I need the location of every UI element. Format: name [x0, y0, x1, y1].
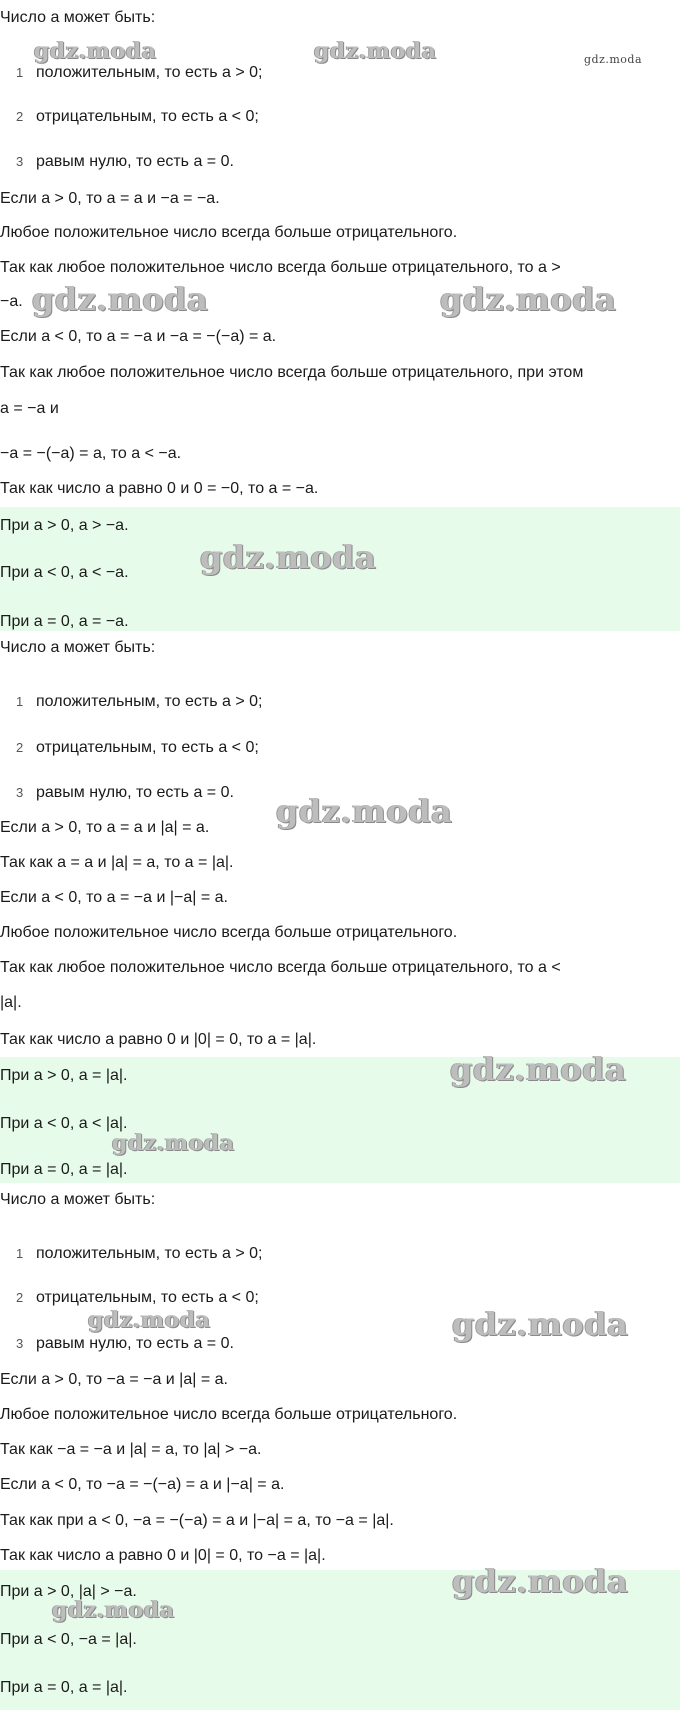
section2-line-7: Так как число a равно 0 и |0| = 0, то a = |a|. — [0, 1031, 317, 1048]
section2-line-3: Если a < 0, то a = −a и |−a| = a. — [0, 889, 228, 906]
section1-answer-2: При a < 0, a < −a. — [0, 564, 129, 581]
section1-answer-3: При a = 0, a = −a. — [0, 613, 129, 630]
section1-line-8: −a = −(−a) = a, то a < −a. — [0, 445, 182, 462]
section3-answer-3: При a = 0, a = |a|. — [0, 1679, 128, 1696]
section2-answer-3: При a = 0, a = |a|. — [0, 1161, 128, 1178]
watermark-12: gdz.moda — [52, 1597, 175, 1623]
section2-item-2: 2 отрицательным, то есть a < 0; — [16, 739, 259, 756]
section3-item-2: 2 отрицательным, то есть a < 0; — [16, 1289, 259, 1306]
watermark-8: gdz.moda — [112, 1130, 235, 1156]
section1-line-9: Так как число a равно 0 и 0 = −0, то a = −a. — [0, 480, 319, 497]
section2-item-3: 3 равым нулю, то есть a = 0. — [16, 784, 234, 801]
section3-line-3: Так как −a = −a и |a| = a, то |a| > −a. — [0, 1441, 262, 1458]
section2-line-6: |a|. — [0, 994, 22, 1011]
watermark-3: gdz.moda — [32, 280, 209, 318]
section2-intro: Число a может быть: — [0, 639, 156, 656]
section3-item-3: 3 равым нулю, то есть a = 0. — [16, 1335, 234, 1352]
watermark-11: gdz.moda — [452, 1562, 629, 1600]
section2-line-2: Так как a = a и |a| = a, то a = |a|. — [0, 854, 234, 871]
section3-line-5: Так как при a < 0, −a = −(−a) = a и |−a| = a, то −a = |a|. — [0, 1512, 394, 1529]
section1-line-1: Если a > 0, то a = a и −a = −a. — [0, 190, 220, 207]
section2-line-1: Если a > 0, то a = a и |a| = a. — [0, 819, 210, 836]
section2-item-1: 1 положительным, то есть a > 0; — [16, 693, 263, 710]
watermark-small-1: gdz.moda — [584, 53, 643, 66]
section3-line-6: Так как число a равно 0 и |0| = 0, то −a = |a|. — [0, 1547, 326, 1564]
section3-intro: Число a может быть: — [0, 1191, 156, 1208]
section1-item-2: 2 отрицательным, то есть a < 0; — [16, 108, 259, 125]
watermark-2: gdz.moda — [314, 38, 437, 64]
section2-line-5: Так как любое положительное число всегда больше отрицательного, то a < — [0, 959, 561, 976]
watermark-10: gdz.moda — [452, 1305, 629, 1343]
watermark-7: gdz.moda — [450, 1050, 627, 1088]
watermark-1: gdz.moda — [34, 38, 157, 64]
section3-answer-2: При a < 0, −a = |a|. — [0, 1631, 137, 1648]
section1-line-3: Так как любое положительное число всегда больше отрицательного, то a > — [0, 259, 561, 276]
section1-answer-1: При a > 0, a > −a. — [0, 517, 129, 534]
section2-answer-2: При a < 0, a < |a|. — [0, 1115, 128, 1132]
section1-line-5: Если a < 0, то a = −a и −a = −(−a) = a. — [0, 328, 277, 345]
section3-item-1: 1 положительным, то есть a > 0; — [16, 1245, 263, 1262]
watermark-4: gdz.moda — [440, 280, 617, 318]
section3-line-4: Если a < 0, то −a = −(−a) = a и |−a| = a. — [0, 1476, 285, 1493]
watermark-5: gdz.moda — [200, 538, 377, 576]
section1-line-2: Любое положительное число всегда больше отрицательного. — [0, 224, 458, 241]
section3-line-2: Любое положительное число всегда больше отрицательного. — [0, 1406, 458, 1423]
section3-line-1: Если a > 0, то −a = −a и |a| = a. — [0, 1371, 228, 1388]
section2-answer-1: При a > 0, a = |a|. — [0, 1067, 128, 1084]
section1-line-6: Так как любое положительное число всегда больше отрицательного, при этом — [0, 364, 584, 381]
watermark-6: gdz.moda — [276, 792, 453, 830]
section1-intro: Число a может быть: — [0, 9, 156, 26]
section1-line-4: −a. — [0, 293, 23, 310]
section2-line-4: Любое положительное число всегда больше отрицательного. — [0, 924, 458, 941]
section1-item-1: 1 положительным, то есть a > 0; — [16, 64, 263, 81]
section3-answer-1: При a > 0, |a| > −a. — [0, 1583, 137, 1600]
watermark-9: gdz.moda — [88, 1307, 211, 1333]
section1-item-3: 3 равым нулю, то есть a = 0. — [16, 153, 234, 170]
section1-line-7: a = −a и — [0, 400, 59, 417]
